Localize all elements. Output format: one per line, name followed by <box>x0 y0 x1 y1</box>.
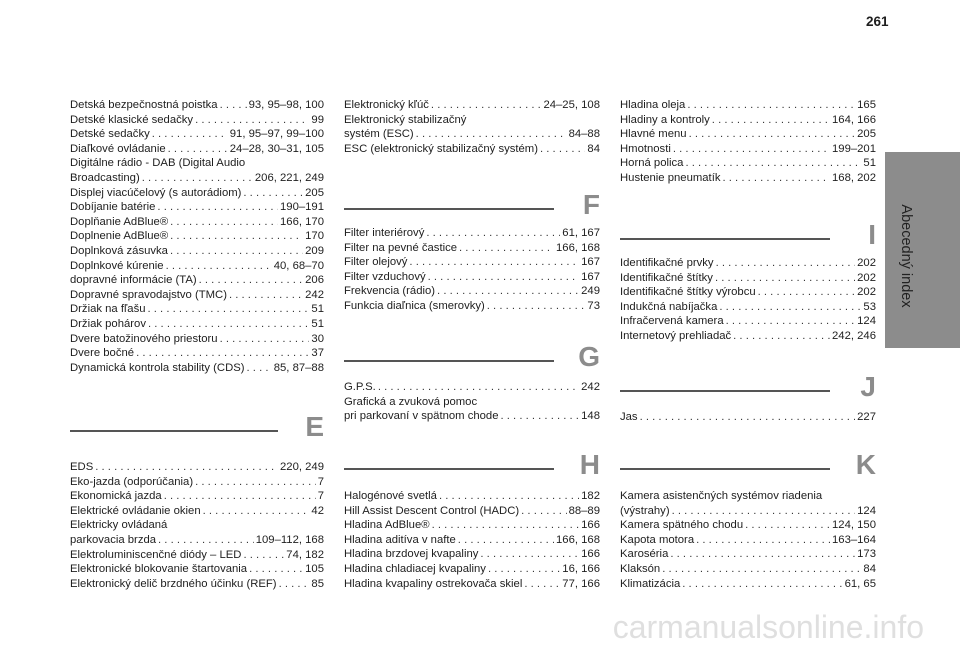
entry-pages: 202 <box>857 271 876 284</box>
index-entry <box>70 533 324 548</box>
entry-term: Klaksón <box>620 562 661 575</box>
entry-term: systém (ESC) <box>344 128 414 141</box>
dot-leader <box>199 273 304 288</box>
entry-pages: 24–28, 30–31, 105 <box>229 142 324 155</box>
entry-term: Doplnenie AdBlue® <box>70 230 169 243</box>
entry-term: Frekvencia (rádio) <box>344 285 436 298</box>
index-entry <box>70 229 324 244</box>
entry-pages: 42 <box>311 504 324 517</box>
entry-term: Horná polica <box>620 157 684 170</box>
entry-pages: 124, 150 <box>832 519 876 532</box>
dot-leader <box>426 226 560 241</box>
section-letter: E <box>305 411 324 442</box>
index-entry <box>344 270 600 285</box>
index-entry <box>344 533 600 548</box>
side-title: Abecedný index <box>898 204 914 308</box>
entry-term: Indukčná nabíjačka <box>620 300 718 313</box>
dot-leader <box>136 346 309 361</box>
section-rule <box>344 468 554 470</box>
entry-term: Filter interiérový <box>344 227 425 239</box>
index-entry <box>620 518 876 533</box>
section-header-e <box>70 410 324 448</box>
index-list <box>620 489 876 591</box>
entry-term: Hmotnosti <box>620 142 671 155</box>
entry-pages: 53 <box>863 300 876 313</box>
entry-term: Hladina brzdovej kvapaliny <box>344 548 479 561</box>
entry-pages: 167 <box>581 270 600 283</box>
index-entry <box>620 577 876 592</box>
index-entry <box>620 329 876 344</box>
dot-leader <box>670 547 855 562</box>
index-entry-line: Grafická a zvuková pomoc <box>344 395 478 408</box>
side-tab <box>885 152 960 348</box>
dot-leader <box>148 302 310 317</box>
section-header-g <box>344 340 600 378</box>
entry-term: Filter olejový <box>344 256 408 269</box>
index-entry <box>620 271 876 286</box>
entry-pages: 148 <box>581 410 600 423</box>
index-entry <box>620 314 876 329</box>
dot-leader <box>170 215 278 230</box>
index-entry <box>620 285 876 300</box>
section-letter: F <box>582 189 600 220</box>
index-entry <box>70 215 324 230</box>
entry-pages: 7 <box>317 475 324 488</box>
entry-pages: 51 <box>311 317 324 330</box>
index-entry <box>70 171 324 186</box>
dot-leader <box>148 317 309 332</box>
index-entry <box>344 226 600 241</box>
index-entry <box>70 186 324 201</box>
entry-pages: 37 <box>311 347 324 360</box>
section-letter: K <box>855 449 876 480</box>
dot-leader <box>696 533 830 548</box>
entry-pages: 202 <box>857 257 876 269</box>
index-entry <box>620 547 876 562</box>
index-entry <box>70 562 324 577</box>
dot-leader <box>220 332 310 347</box>
index-list <box>70 460 324 591</box>
entry-term: Detské klasické sedačky <box>70 113 194 126</box>
entry-pages: 227 <box>857 411 876 423</box>
entry-term: Dvere bočné <box>70 347 135 360</box>
dot-leader <box>249 562 303 577</box>
section-rule <box>70 430 278 432</box>
dot-leader <box>712 113 830 128</box>
index-entry <box>344 255 600 270</box>
entry-term: Hustenie pneumatík <box>620 171 721 184</box>
index-entry <box>344 562 600 577</box>
entry-pages: 99 <box>311 113 324 126</box>
entry-term: Jas <box>620 411 638 423</box>
entry-term: Kamera spätného chodu <box>620 519 744 532</box>
entry-pages: 84–88 <box>568 128 600 141</box>
entry-term: Dobíjanie batérie <box>70 201 156 214</box>
entry-term: Hladiny a kontroly <box>620 113 710 126</box>
entry-pages: 167 <box>581 256 600 269</box>
index-entry-line: Elektronický stabilizačný <box>344 113 467 126</box>
index-entry <box>620 300 876 315</box>
dot-leader <box>247 361 272 376</box>
entry-pages: 166, 170 <box>280 215 324 228</box>
entry-term: Karoséria <box>620 548 669 561</box>
entry-pages: 164, 166 <box>832 113 876 126</box>
index-entry <box>344 241 600 256</box>
entry-pages: 242 <box>581 381 600 393</box>
index-entry <box>70 244 324 259</box>
section-letter: J <box>860 371 876 402</box>
entry-term: pri parkovaní v spätnom chode <box>344 410 499 423</box>
entry-pages: 85, 87–88 <box>273 361 324 374</box>
section-header-f <box>344 188 600 226</box>
entry-term: Diaľkové ovládanie <box>70 142 166 155</box>
dot-leader <box>500 409 579 424</box>
index-entry <box>344 98 600 113</box>
entry-term: Eko-jazda (odporúčania) <box>70 475 194 488</box>
entry-pages: 61, 65 <box>844 577 876 590</box>
dot-leader <box>488 562 560 577</box>
index-entry <box>620 171 876 186</box>
entry-term: Hladina aditíva v nafte <box>344 533 456 546</box>
entry-pages: 30 <box>311 332 324 345</box>
dot-leader <box>745 518 830 533</box>
section-rule <box>344 208 554 210</box>
section-letter: G <box>578 341 600 372</box>
entry-term: Dopravné spravodajstvo (TMC) <box>70 288 227 301</box>
entry-term: Elektronické blokovanie štartovania <box>70 563 248 576</box>
dot-leader <box>540 142 585 157</box>
index-entry-line: Kamera asistenčných systémov riadenia <box>620 490 823 502</box>
index-entry <box>70 259 324 274</box>
index-entry <box>70 200 324 215</box>
dot-leader <box>689 127 856 142</box>
entry-term: Halogénové svetlá <box>344 490 437 502</box>
index-entry <box>344 518 600 533</box>
entry-term: Elektrické ovládanie okien <box>70 504 201 517</box>
entry-pages: 166 <box>581 548 600 561</box>
entry-pages: 199–201 <box>832 142 876 155</box>
dot-leader <box>437 284 579 299</box>
dot-leader <box>733 329 830 344</box>
section-letter: I <box>868 219 876 250</box>
dot-leader <box>673 142 830 157</box>
dot-leader <box>168 142 228 157</box>
entry-pages: 206 <box>305 274 324 287</box>
entry-pages: 88–89 <box>568 504 600 517</box>
index-entry <box>620 410 876 425</box>
dot-leader <box>758 285 856 300</box>
entry-term: Dvere batožinového priestoru <box>70 332 218 345</box>
index-entry <box>620 156 876 171</box>
dot-leader <box>685 156 861 171</box>
entry-pages: 105 <box>305 563 324 576</box>
entry-pages: 165 <box>857 99 876 111</box>
entry-pages: 205 <box>857 128 876 141</box>
index-entry <box>344 142 600 157</box>
entry-pages: 84 <box>587 142 600 155</box>
entry-term: G.P.S. <box>344 381 376 393</box>
section-rule <box>620 468 830 470</box>
section-header-h <box>344 448 600 486</box>
entry-pages: 124 <box>857 315 876 328</box>
section-rule <box>620 390 830 392</box>
dot-leader <box>142 171 253 186</box>
section-header-i <box>620 218 876 256</box>
entry-term: Displej viacúčelový (s autorádiom) <box>70 186 242 199</box>
entry-term: Hladina AdBlue® <box>344 519 430 532</box>
page-number: 261 <box>866 14 889 29</box>
entry-term: Doplnková zásuvka <box>70 244 168 257</box>
dot-leader <box>170 229 303 244</box>
section-header-k <box>620 448 876 486</box>
entry-pages: 124 <box>857 504 876 517</box>
entry-term: Hladina chladiacej kvapaliny <box>344 562 486 575</box>
index-entry <box>344 299 600 314</box>
entry-pages: 190–191 <box>280 201 324 214</box>
index-list <box>344 489 600 591</box>
index-entry <box>70 504 324 519</box>
entry-pages: 166, 168 <box>556 241 600 254</box>
entry-term: EDS <box>70 461 94 473</box>
entry-term: Elektronický delič brzdného účinku (REF) <box>70 577 277 590</box>
index-entry <box>70 127 324 142</box>
dot-leader <box>378 380 579 395</box>
entry-term: (výstrahy) <box>620 504 670 517</box>
entry-pages: 182 <box>581 490 600 502</box>
entry-pages: 77, 166 <box>562 577 600 590</box>
index-entry <box>344 547 600 562</box>
dot-leader <box>726 314 856 329</box>
entry-term: Hill Assist Descent Control (HADC) <box>344 504 520 517</box>
dot-leader <box>229 288 303 303</box>
entry-term: Klimatizácia <box>620 577 681 590</box>
entry-pages: 109–112, 168 <box>255 533 324 546</box>
index-entry <box>620 98 876 113</box>
index-list <box>70 98 324 375</box>
dot-leader <box>409 255 579 270</box>
dot-leader <box>480 547 579 562</box>
entry-term: parkovacia brzda <box>70 533 157 546</box>
entry-pages: 61, 167 <box>562 227 600 239</box>
entry-term: Doplňanie AdBlue® <box>70 215 169 228</box>
index-entry <box>70 577 324 592</box>
dot-leader <box>157 200 278 215</box>
entry-pages: 209 <box>305 244 324 257</box>
index-entry <box>344 409 600 424</box>
dot-leader <box>243 186 303 201</box>
entry-pages: 163–164 <box>832 533 876 546</box>
index-entry <box>70 346 324 361</box>
entry-term: Identifikačné štítky <box>620 271 713 284</box>
dot-leader <box>687 98 855 113</box>
dot-leader <box>458 533 554 548</box>
dot-leader <box>439 489 579 504</box>
entry-term: ESC (elektronický stabilizačný systém) <box>344 142 538 155</box>
index-list <box>344 98 600 156</box>
dot-leader <box>203 504 310 519</box>
entry-pages: 85 <box>311 577 324 590</box>
index-list <box>620 98 876 186</box>
entry-term: Identifikačné prvky <box>620 257 714 269</box>
entry-term: Elektronický kľúč <box>344 99 429 111</box>
dot-leader <box>152 127 228 142</box>
entry-term: Hlavné menu <box>620 128 687 141</box>
dot-leader <box>95 460 278 475</box>
index-entry <box>620 562 876 577</box>
entry-pages: 84 <box>863 562 876 575</box>
index-entry <box>344 504 600 519</box>
index-entry-line: Elektricky ovládaná <box>70 519 168 532</box>
section-rule <box>620 238 830 240</box>
entry-term: Hladina oleja <box>620 99 686 111</box>
dot-leader <box>431 98 542 113</box>
dot-leader <box>715 271 855 286</box>
dot-leader <box>166 259 272 274</box>
index-entry <box>70 548 324 563</box>
entry-pages: 24–25, 108 <box>543 99 600 111</box>
dot-leader <box>432 518 580 533</box>
index-entry <box>70 142 324 157</box>
index-entry <box>620 533 876 548</box>
dot-leader <box>521 504 566 519</box>
index-entry-line: Digitálne rádio - DAB (Digital Audio <box>70 157 246 170</box>
dot-leader <box>524 577 560 592</box>
dot-leader <box>170 244 303 259</box>
index-entry <box>70 460 324 475</box>
entry-term: Ekonomická jazda <box>70 490 162 503</box>
entry-pages: 170 <box>305 230 324 243</box>
entry-pages: 7 <box>317 490 324 503</box>
dot-leader <box>682 577 842 592</box>
index-entry <box>70 302 324 317</box>
entry-term: Filter vzduchový <box>344 270 426 283</box>
entry-term: Dynamická kontrola stability (CDS) <box>70 361 245 374</box>
index-entry <box>620 504 876 519</box>
index-entry <box>620 127 876 142</box>
dot-leader <box>487 299 586 314</box>
entry-pages: 168, 202 <box>832 171 876 184</box>
entry-term: Identifikačné štítky výrobcu <box>620 286 756 299</box>
entry-term: Elektroluminiscenčné diódy – LED <box>70 548 242 561</box>
dot-leader <box>279 577 310 592</box>
entry-pages: 93, 95–98, 100 <box>248 99 324 111</box>
entry-term: Filter na pevné častice <box>344 241 458 254</box>
entry-pages: 202 <box>857 286 876 299</box>
entry-pages: 73 <box>587 299 600 312</box>
dot-leader <box>672 504 856 519</box>
dot-leader <box>243 548 284 563</box>
index-list <box>344 380 600 424</box>
dot-leader <box>640 410 856 425</box>
dot-leader <box>195 475 316 490</box>
entry-term: dopravné informácie (TA) <box>70 274 197 287</box>
dot-leader <box>164 489 316 504</box>
section-letter: H <box>579 449 600 480</box>
dot-leader <box>416 127 567 142</box>
index-entry <box>70 288 324 303</box>
index-entry <box>70 98 324 113</box>
index-entry <box>70 475 324 490</box>
section-header-j <box>620 370 876 408</box>
index-entry <box>620 142 876 157</box>
entry-term: Hladina kvapaliny ostrekovača skiel <box>344 577 523 590</box>
index-entry <box>70 332 324 347</box>
dot-leader <box>662 562 861 577</box>
dot-leader <box>220 98 247 113</box>
index-entry <box>344 577 600 592</box>
entry-pages: 242, 246 <box>832 329 876 342</box>
index-entry <box>70 489 324 504</box>
index-entry <box>620 113 876 128</box>
index-entry <box>344 284 600 299</box>
entry-pages: 206, 221, 249 <box>254 171 324 184</box>
entry-pages: 51 <box>311 303 324 316</box>
entry-pages: 51 <box>863 157 876 170</box>
entry-term: Broadcasting) <box>70 171 140 184</box>
entry-term: Detské sedačky <box>70 128 150 141</box>
entry-pages: 166, 168 <box>556 533 600 546</box>
dot-leader <box>158 533 254 548</box>
entry-pages: 91, 95–97, 99–100 <box>229 128 324 141</box>
index-entry <box>70 273 324 288</box>
entry-term: Doplnkové kúrenie <box>70 259 164 272</box>
index-list <box>344 226 600 314</box>
index-entry <box>70 317 324 332</box>
entry-pages: 242 <box>305 288 324 301</box>
entry-term: Infračervená kamera <box>620 315 724 328</box>
entry-pages: 220, 249 <box>280 461 324 473</box>
entry-pages: 205 <box>305 186 324 199</box>
dot-leader <box>428 270 580 285</box>
entry-term: Kapota motora <box>620 533 695 546</box>
entry-pages: 40, 68–70 <box>273 259 324 272</box>
entry-pages: 173 <box>857 548 876 561</box>
watermark-text: carmanualsonline.info <box>612 609 924 645</box>
index-entry <box>344 127 600 142</box>
entry-term: Držiak na fľašu <box>70 303 146 316</box>
entry-term: Internetový prehliadač <box>620 329 732 342</box>
index-entry <box>344 380 600 395</box>
section-rule <box>344 360 554 362</box>
dot-leader <box>459 241 554 256</box>
entry-pages: 16, 166 <box>562 562 600 575</box>
dot-leader <box>195 113 309 128</box>
entry-term: Funkcia diaľnica (smerovky) <box>344 299 485 312</box>
entry-term: Držiak pohárov <box>70 317 146 330</box>
dot-leader <box>716 256 856 271</box>
entry-term: Detská bezpečnostná poistka <box>70 99 218 111</box>
dot-leader <box>719 300 861 315</box>
entry-pages: 249 <box>581 285 600 298</box>
index-entry <box>620 256 876 271</box>
index-entry <box>70 113 324 128</box>
entry-pages: 74, 182 <box>286 548 324 561</box>
dot-leader <box>722 171 830 186</box>
index-entry <box>344 489 600 504</box>
index-list <box>620 256 876 344</box>
index-list <box>620 410 876 425</box>
entry-pages: 166 <box>581 519 600 532</box>
index-entry <box>70 361 324 376</box>
